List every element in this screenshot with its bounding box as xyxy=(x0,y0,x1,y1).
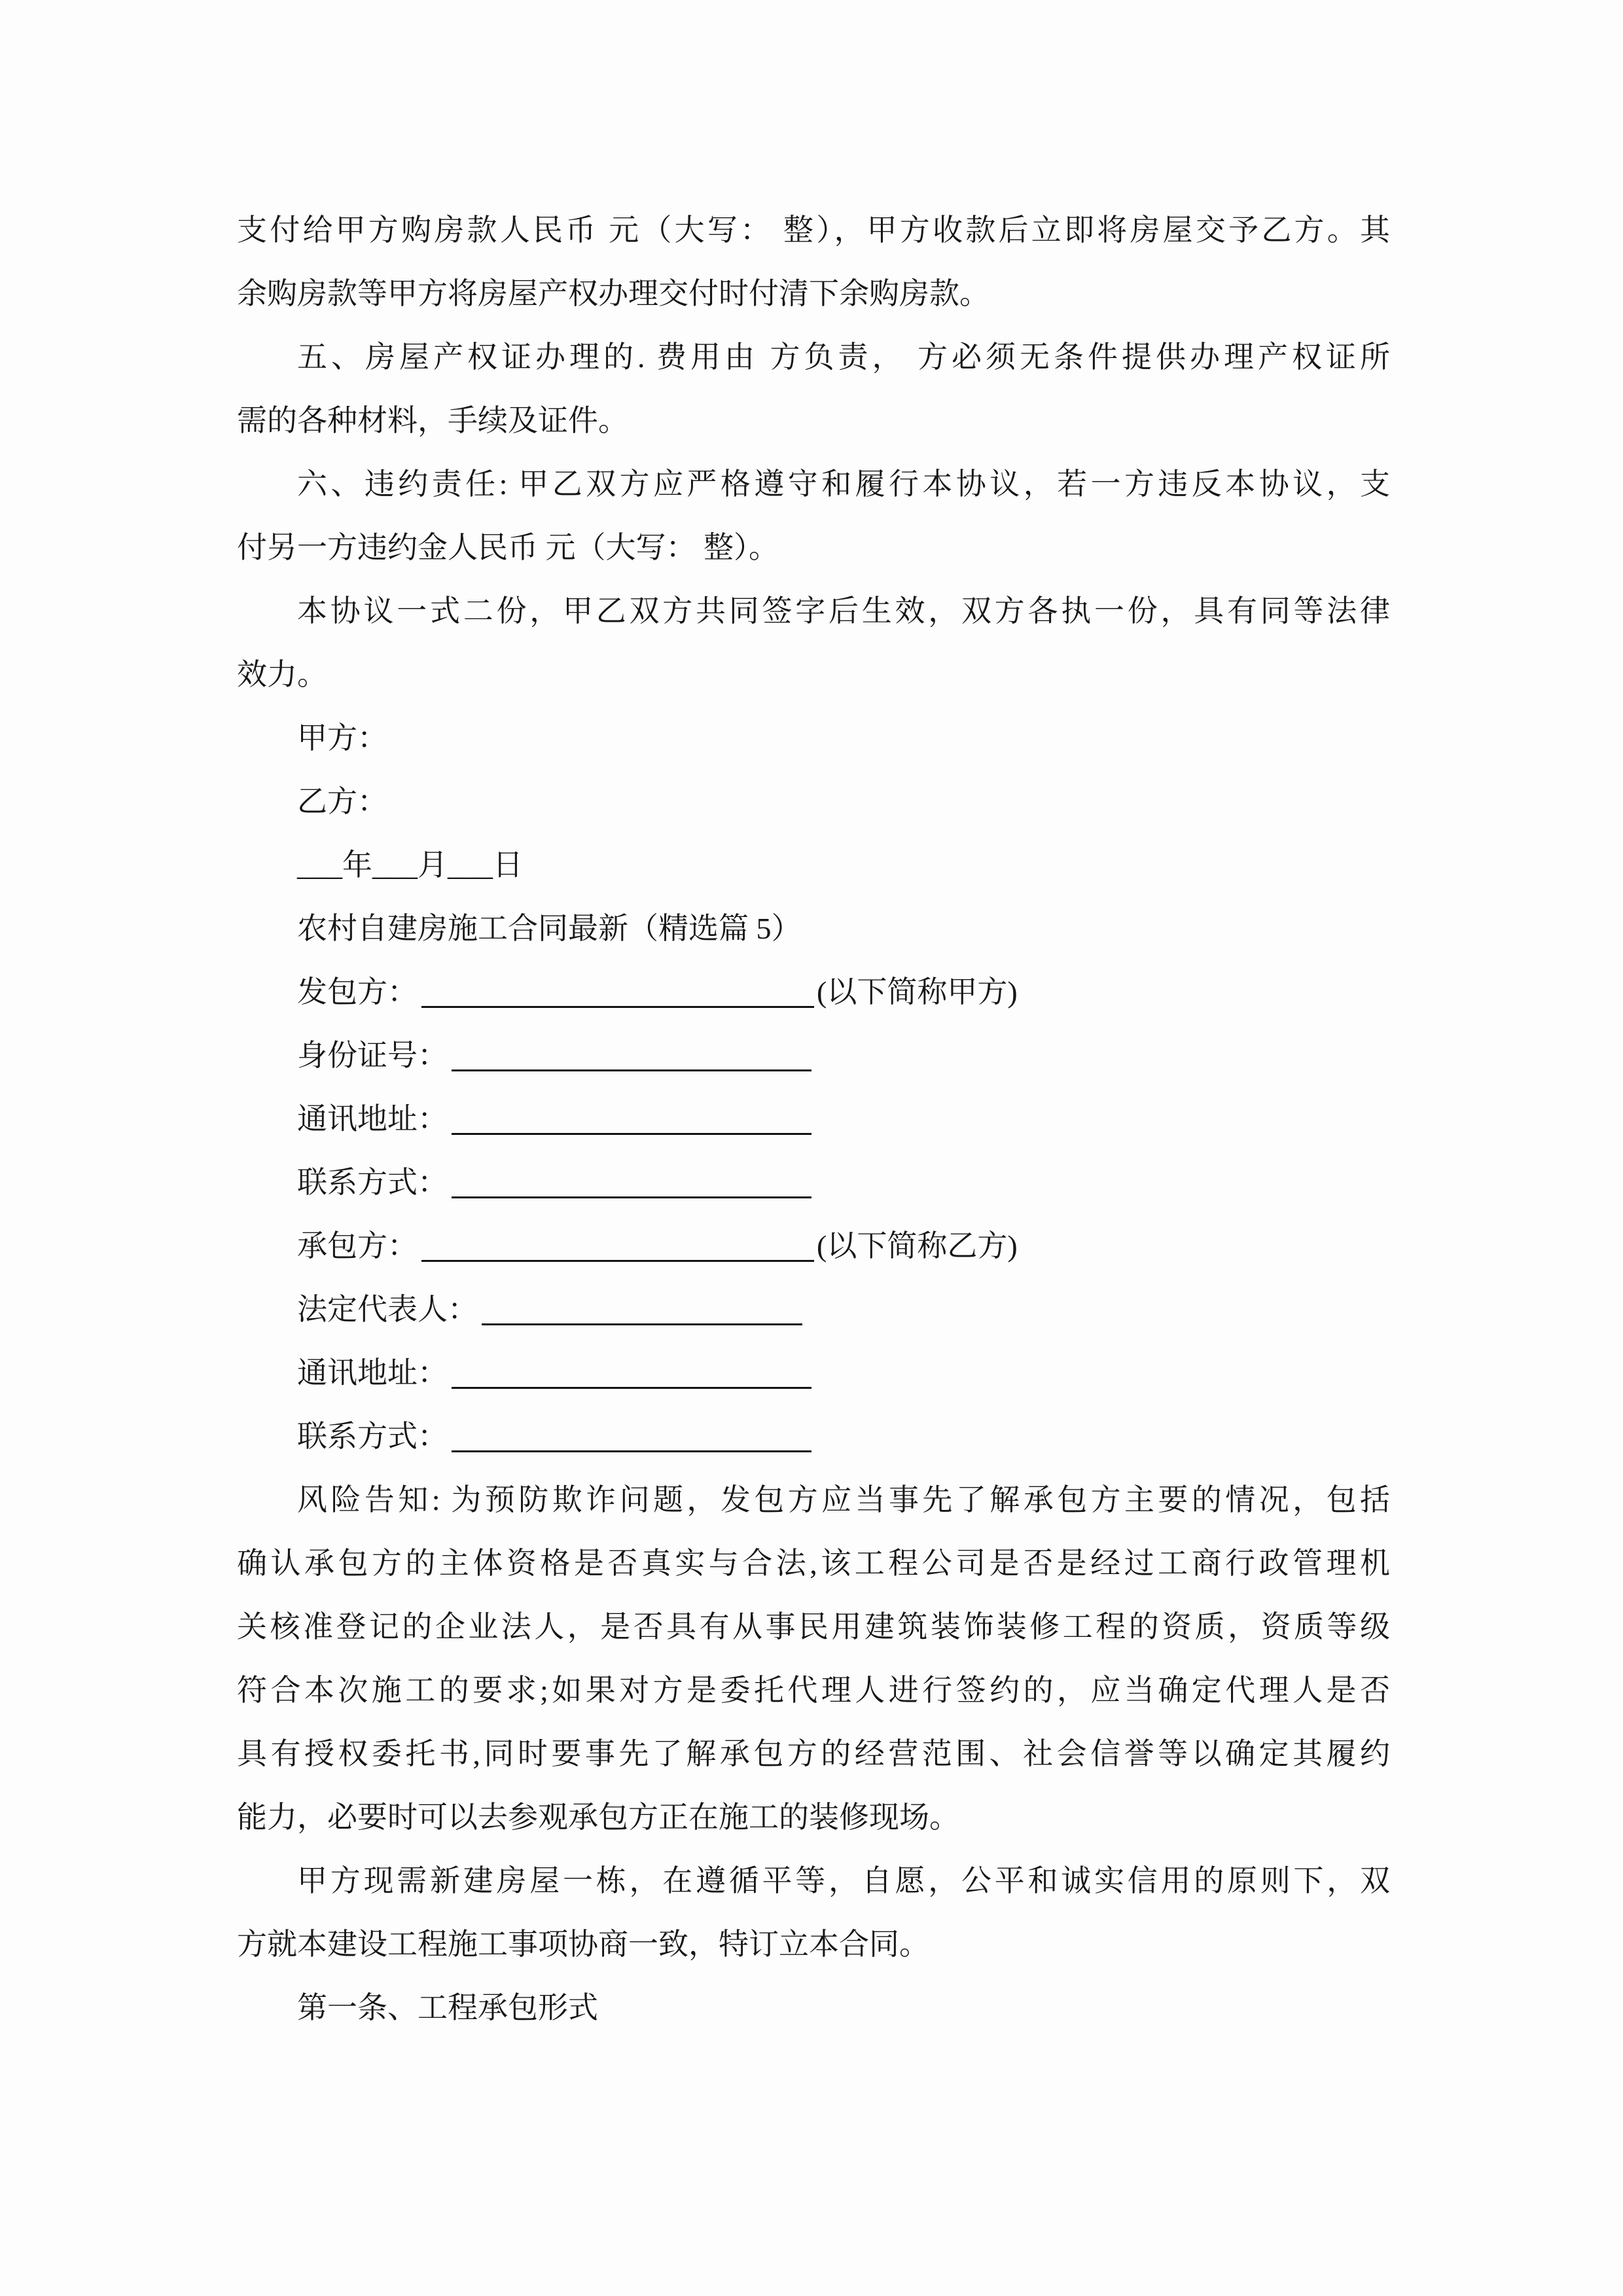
text-run: 方就本建设工程施工事项协商一致，特订立本合同。 xyxy=(237,1928,929,1961)
form-field-contact xyxy=(237,1405,1390,1468)
paragraph-line xyxy=(237,1659,1390,1722)
paragraph-line xyxy=(237,262,1390,325)
text-run: (以下简称乙方) xyxy=(817,1229,1018,1263)
text-run: 承包方： xyxy=(297,1229,418,1263)
text-run: ___年___月___日 xyxy=(297,848,523,882)
clause-six-line xyxy=(237,452,1390,516)
paragraph-line xyxy=(237,1722,1390,1785)
fill-in-blank-underline xyxy=(421,1232,814,1262)
paragraph-line xyxy=(237,1912,1390,1976)
form-field-mailing-address xyxy=(237,1087,1390,1151)
text-run: 能力，必要时可以去参观承包方正在施工的装修现场。 xyxy=(237,1801,959,1834)
text-run: 第一条、工程承包形式 xyxy=(297,1991,598,2024)
text-run: 具有授权委托书,同时要事先了解承包方的经营范围、社会信誉等以确定其履约 xyxy=(237,1737,1390,1770)
form-field-mailing-address xyxy=(237,1341,1390,1405)
paragraph-line xyxy=(237,1532,1390,1595)
text-run: 风险告知: 为预防欺诈问题，发包方应当事先了解承包方主要的情况，包括 xyxy=(297,1483,1390,1516)
text-run: 关核准登记的企业法人，是否具有从事民用建筑装饰装修工程的资质，资质等级 xyxy=(237,1610,1390,1643)
text-run: 本协议一式二份，甲乙双方共同签字后生效，双方各执一份，具有同等法律 xyxy=(297,594,1390,628)
party-a-signature-line xyxy=(237,706,1390,770)
text-run: 发包方： xyxy=(297,975,418,1009)
party-b-signature-line xyxy=(237,770,1390,833)
form-field-legal-representative xyxy=(237,1278,1390,1341)
text-run: 法定代表人： xyxy=(297,1293,478,1326)
text-run: 联系方式： xyxy=(297,1420,448,1453)
text-run: 通讯地址： xyxy=(297,1356,448,1390)
clause-five-line xyxy=(237,325,1390,389)
text-run: 支付给甲方购房款人民币 元（大写： 整），甲方收款后立即将房屋交予乙方。其 xyxy=(237,213,1390,247)
paragraph-line xyxy=(237,1785,1390,1849)
clause-one-heading xyxy=(237,1976,1390,2039)
fill-in-blank-underline xyxy=(452,1105,812,1135)
paragraph-line xyxy=(237,516,1390,579)
text-run: 身份证号： xyxy=(297,1039,448,1072)
date-line xyxy=(237,833,1390,897)
paragraph-line xyxy=(237,579,1390,643)
paragraph-line xyxy=(237,389,1390,452)
risk-notice-line xyxy=(237,1468,1390,1532)
fill-in-blank-underline xyxy=(452,1423,812,1452)
fill-in-blank-underline xyxy=(452,1042,812,1071)
paragraph-line xyxy=(237,198,1390,262)
text-run: 确认承包方的主体资格是否真实与合法,该工程公司是否是经过工商行政管理机 xyxy=(237,1547,1390,1580)
fill-in-blank-underline xyxy=(452,1359,812,1389)
paragraph-line xyxy=(237,643,1390,706)
form-field-contractor xyxy=(237,1214,1390,1278)
section-title xyxy=(237,897,1390,960)
document-body xyxy=(237,198,1390,2039)
text-run: 五、房屋产权证办理的. 费用由 方负责， 方必须无条件提供办理产权证所 xyxy=(297,340,1390,374)
text-run: 余购房款等甲方将房屋产权办理交付时付清下余购房款。 xyxy=(237,277,990,310)
text-run: 需的各种材料，手续及证件。 xyxy=(237,404,628,437)
form-field-employer xyxy=(237,960,1390,1024)
text-run: 乙方： xyxy=(297,785,387,818)
fill-in-blank-underline xyxy=(482,1296,802,1325)
form-field-id-number xyxy=(237,1024,1390,1087)
text-run: 通讯地址： xyxy=(297,1102,448,1136)
text-run: 农村自建房施工合同最新（精选篇 5） xyxy=(297,912,802,945)
text-run: 甲方： xyxy=(297,721,387,755)
fill-in-blank-underline xyxy=(421,978,814,1008)
text-run: (以下简称甲方) xyxy=(817,975,1018,1009)
text-run: 效力。 xyxy=(237,658,327,691)
text-run: 甲方现需新建房屋一栋，在遵循平等，自愿，公平和诚实信用的原则下，双 xyxy=(297,1864,1390,1897)
fill-in-blank-underline xyxy=(452,1169,812,1198)
paragraph-line xyxy=(237,1849,1390,1912)
form-field-contact xyxy=(237,1151,1390,1214)
paragraph-line xyxy=(237,1595,1390,1659)
text-run: 联系方式： xyxy=(297,1166,448,1199)
text-run: 符合本次施工的要求;如果对方是委托代理人进行签约的，应当确定代理人是否 xyxy=(237,1674,1390,1707)
text-run: 付另一方违约金人民币 元（大写： 整）。 xyxy=(237,531,779,564)
text-run: 六、违约责任: 甲乙双方应严格遵守和履行本协议，若一方违反本协议，支 xyxy=(297,467,1390,501)
